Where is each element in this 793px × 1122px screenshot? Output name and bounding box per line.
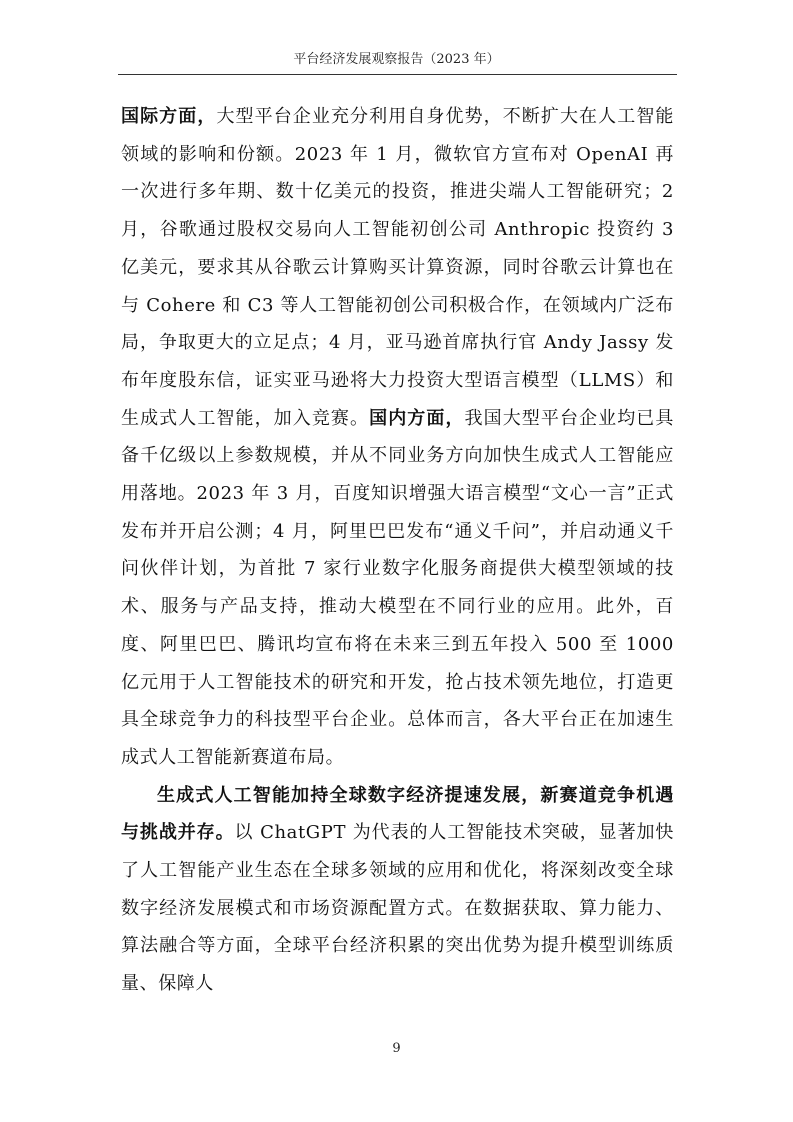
- running-header: 平台经济发展观察报告（2023 年）: [293, 52, 500, 67]
- header-divider: [118, 74, 677, 75]
- paragraph-generative-ai: [121, 777, 674, 1003]
- paragraph-text-domestic: 我国大型平台企业均已具备千亿级以上参数规模，并从不同业务方向加快生成式人工智能应用落地。2023 年 3 月，百度知识增强大语言模型“文心一言”正式发布并开启公测；4 月，阿里巴巴发布“通义千问”，并启动通义千问伙伴计划，为首批 7 家行业数字化服务商提供大模型领域的技术、服务与产品支持，推动大模型在不同行业的应用。此外，百度、阿里巴巴、腾讯均宣布将在未来三到五年投入 500 至 1000 亿元用于人工智能技术的研究和开发，抢占技术领先地位，打造更具全球竞争力的科技型平台企业。总体而言，各大平台正在加速生成式人工智能新赛道布局。: [121, 407, 674, 768]
- paragraph-text-generative-ai: 以 ChatGPT 为代表的人工智能技术突破，显著加快了人工智能产业生态在全球多领域的应用和优化，将深刻改变全球数字经济发展模式和市场资源配置方式。在数据获取、算力能力、算法融合等方面，全球平台经济积累的突出优势为提升模型训练质量、保障人: [121, 822, 675, 995]
- page-number: 9: [392, 1041, 401, 1056]
- paragraph-international-domestic: [121, 98, 674, 777]
- paragraph-lead-international: 国际方面，: [121, 106, 217, 127]
- paragraph-text-international: 大型平台企业充分利用自身优势，不断扩大在人工智能领域的影响和份额。2023 年 1 月，微软官方宣布对 OpenAI 再一次进行多年期、数十亿美元的投资，推进尖端人工智能研究；2 月，谷歌通过股权交易向人工智能初创公司 Anthropic 投资约 3 亿美元，要求其从谷歌云计算购买计算资源，同时谷歌云计算也在与 Cohere 和 C3 等人工智能初创公司积极合作，在领域内广泛布局，争取更大的立足点；4 月，亚马逊首席执行官 Andy Jassy 发布年度股东信，证实亚马逊将大力投资大型语言模型（LLMS）和生成式人工智能，加入竞赛。: [121, 106, 675, 429]
- paragraph-lead-generative-ai: 生成式人工智能加持全球数字经济提速发展，新赛道竞争机遇与挑战并存。: [121, 784, 674, 844]
- document-body: [121, 98, 674, 1003]
- paragraph-lead-domestic: 国内方面，: [369, 407, 465, 429]
